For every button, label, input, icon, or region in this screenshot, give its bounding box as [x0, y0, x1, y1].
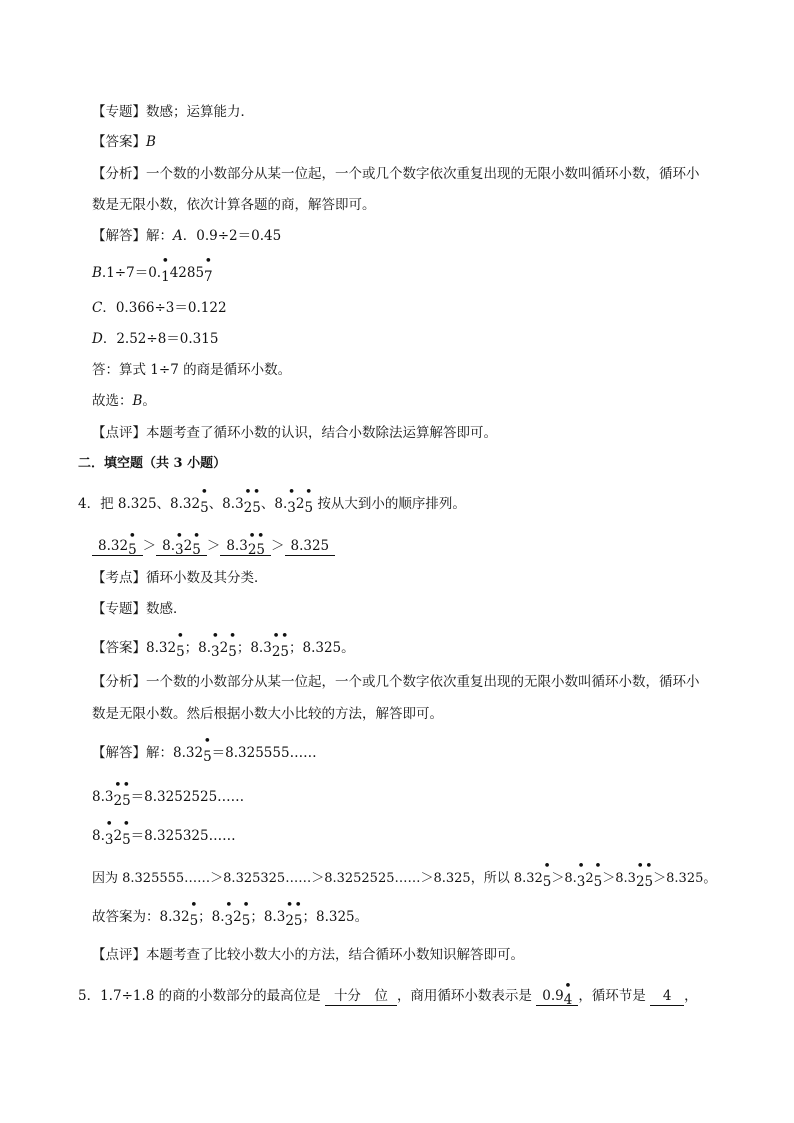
answer-blank-3: 4 [650, 987, 684, 1006]
q4-analysis-line-1 [92, 671, 700, 693]
digit: 2 [113, 793, 123, 809]
answer-text: 8.325。 [302, 640, 355, 656]
repeating-digit [563, 979, 573, 1009]
answer-blank-1 [92, 529, 143, 558]
stem-text: ，商用循环小数表示是 [396, 988, 532, 1004]
repeat-dot: • [175, 529, 184, 544]
blank-text: 8.3 [226, 538, 248, 554]
q3-option-c [92, 297, 227, 319]
repeat-dot: • [543, 859, 551, 874]
topic-text: 数感． [146, 601, 187, 617]
digit: 2 [285, 913, 294, 929]
because-text: ＞8. [551, 871, 577, 886]
answer-text: B [146, 134, 156, 150]
digit: 5 [293, 913, 303, 929]
answer-text: 8. [198, 640, 212, 656]
repeat-dot: • [248, 529, 256, 544]
repeat-dot: • [122, 817, 131, 832]
repeat-dot: • [285, 898, 294, 913]
answer-tag: 【答案】 [92, 134, 146, 150]
q4-final-answer [92, 898, 369, 929]
stem-text: 、8. [260, 496, 288, 512]
repeating-digit [271, 629, 281, 663]
repeat-dot: • [294, 898, 303, 913]
repeating-digit [204, 254, 213, 288]
q3-review [92, 422, 497, 444]
q3-conclusion [92, 359, 291, 381]
digit: 3 [224, 913, 234, 929]
conclusion-text: 答：算式 1÷7 的商是循环小数。 [92, 362, 292, 378]
q4-solution-3 [92, 817, 236, 848]
answer-blank-2 [536, 979, 578, 1008]
analysis-text: 一个数的小数部分从某一位起，一个或几个数字依次重复出现的无限小数叫循环小数，循环小 [146, 674, 700, 690]
repeating-digit [211, 629, 220, 663]
repeating-digit [280, 629, 289, 663]
digit: 5 [644, 874, 654, 890]
answer-blank-2 [156, 529, 207, 558]
final-text: ；8. [198, 909, 225, 925]
choice-suffix: 。 [142, 393, 156, 409]
repeat-dot: • [122, 778, 131, 793]
q4-analysis-line-2 [92, 703, 443, 725]
analysis-tag: 【分析】 [92, 674, 146, 690]
because-text: ＞8.325。 [653, 871, 717, 886]
answer-text: 8.3 [250, 640, 272, 656]
repeat-dot: • [105, 817, 114, 832]
digit: 2 [233, 909, 242, 925]
repeating-digit [576, 859, 586, 893]
because-text: ＞8.3 [602, 871, 636, 886]
solution-prefix: 解： [146, 228, 173, 244]
greater-than: ＞ [206, 538, 221, 554]
repeat-dot: • [272, 629, 280, 644]
separator: ； [236, 640, 251, 656]
digit: 2 [113, 828, 123, 844]
topic-text: 数感；运算能力． [146, 104, 254, 120]
choice-value: B [132, 393, 143, 409]
kaodian-tag: 【考点】 [92, 570, 146, 586]
repeat-dot: • [280, 629, 289, 644]
repeating-digit [189, 898, 199, 932]
digit: 1 [161, 269, 170, 285]
q5-stem [78, 979, 698, 1008]
choice-prefix: 故选： [92, 393, 133, 409]
q4-answer [92, 629, 355, 660]
repeat-dot: • [190, 898, 198, 913]
repeating-digit [285, 898, 294, 932]
repeating-digit [252, 485, 261, 519]
repeating-digit [175, 529, 184, 559]
q3-topic-line [92, 101, 254, 123]
option-d-expr: ．2.52÷8＝0.315 [102, 331, 219, 347]
q3-option-b [92, 254, 213, 285]
repeat-dot: • [304, 485, 313, 500]
repeat-dot: • [287, 485, 296, 500]
digit: 5 [256, 542, 265, 558]
digit: 3 [211, 644, 220, 660]
repeat-dot: • [211, 629, 220, 644]
separator: ； [184, 640, 199, 656]
digit: 5 [200, 500, 209, 516]
repeating-digit [287, 485, 296, 519]
repeating-digit [635, 859, 645, 893]
q3-solution-line [92, 225, 281, 247]
repeat-dot: • [203, 734, 212, 749]
repeat-dot: • [645, 859, 653, 874]
q4-review [92, 944, 524, 966]
blank-text: 8.325 [290, 538, 330, 554]
digit: 5 [593, 874, 603, 890]
q4-because [92, 859, 717, 890]
question-number: 4． [78, 496, 101, 512]
stem-text: 1.7÷1.8 的商的小数部分的最高位是 [100, 988, 321, 1004]
topic-tag: 【专题】 [92, 601, 146, 617]
digit: 5 [241, 913, 251, 929]
q4-solution-2 [92, 778, 245, 809]
repeat-dot: • [161, 254, 170, 269]
digit: 5 [128, 542, 137, 558]
q3-analysis-line-1 [92, 163, 700, 185]
repeat-dot: • [242, 898, 250, 913]
separator: ； [289, 640, 303, 656]
digit: 2 [295, 496, 305, 512]
stem-text: 按从大到小的顺序排列。 [313, 496, 466, 512]
repeating-digit [644, 859, 654, 893]
q4-fill-answer [92, 529, 335, 558]
q4-kaodian [92, 567, 268, 589]
digit: 5 [228, 644, 237, 660]
final-text: ；8.3 [250, 909, 286, 925]
digit: 2 [183, 538, 193, 554]
analysis-tag: 【分析】 [92, 166, 146, 182]
repeating-digit [192, 529, 201, 559]
answer-text: 8.32 [146, 640, 177, 656]
review-text: 本题考查了循环小数的认识，结合小数除法运算解答即可。 [146, 425, 497, 441]
repeat-dot: • [256, 529, 265, 544]
solution-text: 解：8.32 [146, 745, 204, 761]
solution-text: ＝8.325555…… [211, 745, 317, 761]
answer-blank-1: 十分 位 [325, 987, 397, 1006]
stem-text: 、8.3 [208, 496, 244, 512]
greater-than: ＞ [271, 538, 285, 554]
q3-answer-line [92, 131, 156, 153]
repeating-digit [256, 529, 265, 559]
repeat-dot: • [564, 979, 572, 994]
question-number: 5． [78, 988, 101, 1004]
option-c-expr: ．0.366÷3＝0.122 [102, 300, 227, 316]
repeating-digit [104, 817, 114, 851]
answer-blank-3 [220, 529, 271, 558]
digit: 5 [280, 644, 289, 660]
repeat-dot: • [577, 859, 585, 874]
repeat-dot: • [252, 485, 261, 500]
repeating-digit [304, 485, 314, 519]
analysis-text: 一个数的小数部分从某一位起，一个或几个数字依次重复出现的无限小数叫循环小数，循环小 [146, 166, 700, 182]
solution-text: 8.3 [92, 789, 114, 805]
digit: 5 [252, 500, 261, 516]
digit: 5 [203, 749, 212, 765]
repeating-digit [113, 778, 123, 812]
answer-tag: 【答案】 [92, 640, 146, 656]
q4-solution-1 [92, 734, 317, 765]
digit: 2 [247, 542, 257, 558]
digit: 3 [576, 874, 586, 890]
q3-analysis-line-2 [92, 194, 376, 216]
digit: 5 [122, 793, 131, 809]
q3-option-d [92, 328, 218, 350]
repeating-digit [203, 734, 212, 768]
repeating-digit [293, 898, 303, 932]
option-a-expr: ．0.9÷2＝0.45 [182, 228, 282, 244]
repeat-dot: • [244, 485, 252, 500]
analysis-text-cont: 数是无限小数。然后根据小数大小比较的方法，解答即可。 [92, 706, 443, 722]
option-b-mid: 4285 [169, 265, 205, 281]
answer-blank-4 [285, 537, 336, 556]
digit: 5 [542, 874, 552, 890]
option-d-label: D [92, 331, 103, 347]
digit: 7 [204, 269, 213, 285]
repeat-dot: • [128, 529, 137, 544]
q4-stem [78, 485, 466, 516]
repeat-dot: • [594, 859, 602, 874]
digit: 2 [585, 871, 594, 886]
review-tag: 【点评】 [92, 425, 146, 441]
repeat-dot: • [636, 859, 645, 874]
digit: 2 [219, 640, 229, 656]
review-text: 本题考查了比较小数大小的方法，结合循环小数知识解答即可。 [146, 947, 524, 963]
stem-text: ，循环节是 [578, 988, 646, 1004]
repeat-dot: • [225, 898, 233, 913]
digit: 3 [175, 542, 184, 558]
repeat-dot: • [228, 629, 237, 644]
digit: 5 [304, 500, 314, 516]
analysis-text-cont: 数是无限小数，依次计算各题的商，解答即可。 [92, 197, 376, 213]
option-c-label: C [92, 300, 103, 316]
repeat-dot: • [204, 254, 213, 269]
digit: 5 [176, 644, 185, 660]
digit: 2 [271, 644, 281, 660]
digit: 2 [243, 500, 253, 516]
repeating-digit [593, 859, 603, 893]
repeating-digit [128, 529, 137, 559]
repeating-digit [176, 629, 185, 663]
solution-text: ＝8.3252525…… [130, 789, 245, 805]
solution-tag: 【解答】 [92, 745, 146, 761]
solution-text: ＝8.325325…… [130, 828, 236, 844]
final-text: 故答案为：8.32 [92, 909, 190, 925]
repeating-digit [224, 898, 234, 932]
solution-text: 8. [92, 828, 105, 844]
option-a-label: A [173, 228, 183, 244]
repeating-digit [122, 817, 131, 851]
digit: 5 [122, 832, 131, 848]
repeat-dot: • [200, 485, 209, 500]
blank-text: 0.9 [542, 988, 564, 1004]
digit: 3 [104, 832, 114, 848]
final-text: ；8.325。 [302, 909, 369, 925]
repeating-digit [247, 529, 257, 559]
kaodian-text: 循环小数及其分类． [146, 570, 268, 586]
digit: 2 [635, 874, 645, 890]
digit: 5 [192, 542, 201, 558]
repeating-digit [542, 859, 552, 893]
digit: 4 [563, 992, 573, 1008]
repeat-dot: • [176, 629, 185, 644]
topic-tag: 【专题】 [92, 104, 146, 120]
solution-tag: 【解答】 [92, 228, 146, 244]
repeating-digit [243, 485, 253, 519]
q3-choice [92, 390, 156, 412]
repeating-digit [161, 254, 170, 288]
repeating-digit [200, 485, 209, 519]
repeating-digit [122, 778, 131, 812]
option-b-expr: .1÷7＝0. [101, 265, 162, 281]
repeat-dot: • [113, 778, 122, 793]
section-title: 二．填空题（共 3 小题） [78, 456, 227, 471]
stem-text: 把 8.325、8.32 [100, 496, 201, 512]
digit: 3 [287, 500, 296, 516]
repeat-dot: • [192, 529, 201, 544]
blank-text: 8.32 [98, 538, 129, 554]
repeating-digit [241, 898, 251, 932]
review-tag: 【点评】 [92, 947, 146, 963]
because-text: 因为 8.325555……＞8.325325……＞8.3252525……＞8.325，所以 8.32 [92, 871, 543, 886]
stem-text: ， [684, 988, 698, 1004]
greater-than: ＞ [142, 538, 157, 554]
digit: 5 [189, 913, 199, 929]
q4-topic [92, 598, 187, 620]
blank-text: 8. [162, 538, 176, 554]
repeating-digit [228, 629, 237, 663]
option-b-label: B [92, 265, 102, 281]
